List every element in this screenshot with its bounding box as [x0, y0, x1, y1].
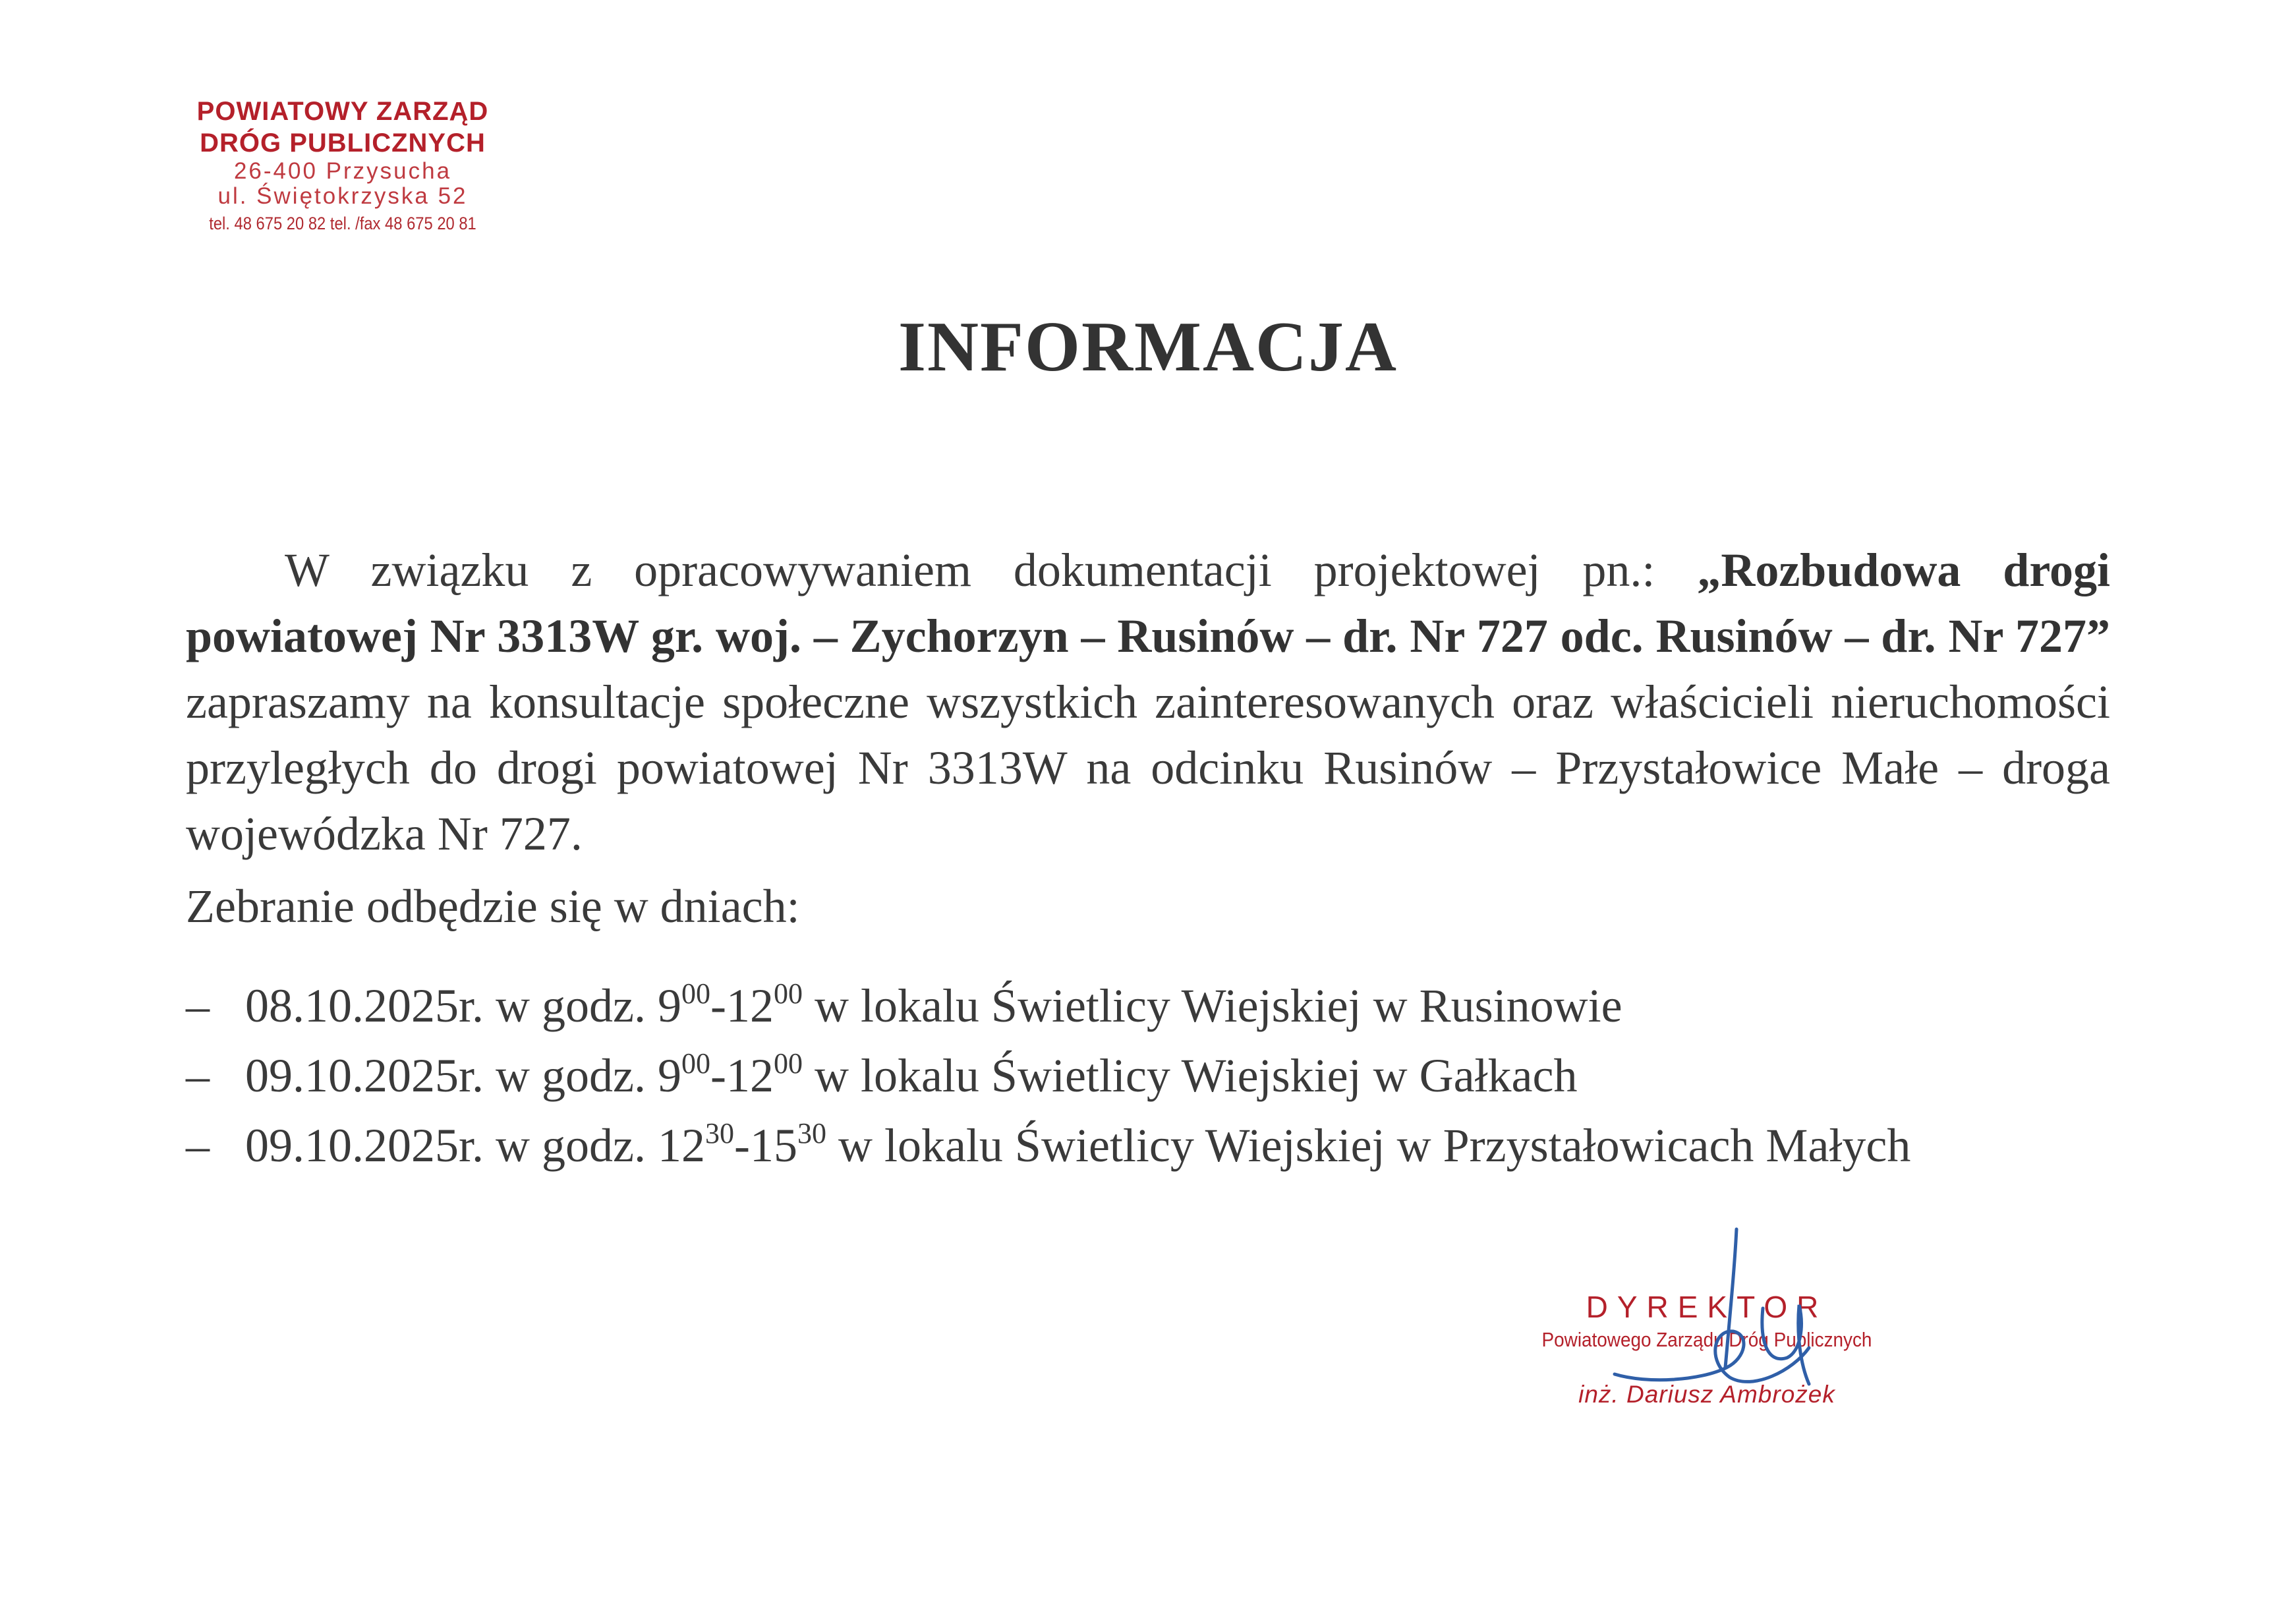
meetings-intro: Zebranie odbędzie się w dniach: — [186, 880, 800, 933]
meeting-date: 09.10.2025r. w godz. 12 — [245, 1119, 705, 1172]
meeting-list — [186, 971, 1910, 1180]
address-city: 26-400 Przysucha — [233, 158, 452, 184]
body-continuation: zapraszamy na konsultacje społeczne wszystkich zainteresowanych oraz właścicieli nieruchomości przyległych do drogi powiatowej Nr 3313W na odcinku Rusinów – Przystałowice Małe – droga wojewódzka Nr 727. — [186, 676, 2110, 860]
meeting-item — [186, 1111, 1910, 1180]
meeting-end-minutes: 00 — [773, 977, 803, 1010]
meeting-start-minutes: 00 — [681, 1047, 710, 1080]
meeting-date: 08.10.2025r. w godz. 9 — [245, 979, 681, 1032]
header-stamp — [132, 96, 554, 238]
meeting-end-minutes: 00 — [773, 1047, 803, 1080]
signature-stroke — [1762, 1305, 1809, 1384]
body-intro: W związku z opracowywaniem dokumentacji projektowej pn.: — [285, 544, 1698, 596]
meeting-end-hour: -15 — [733, 1119, 797, 1172]
list-dash: – — [186, 979, 210, 1032]
phone-fax: tel. 48 675 20 82 tel. /fax 48 675 20 81 — [209, 214, 476, 233]
meeting-date: 09.10.2025r. w godz. 9 — [245, 1049, 681, 1102]
signer-office: Powiatowego Zarządu Dróg Publicznych — [1541, 1328, 1872, 1351]
address-street: ul. Świętokrzyska 52 — [217, 183, 468, 209]
meeting-place: w lokalu Świetlicy Wiejskiej w Przystałowicach Małych — [826, 1119, 1911, 1172]
body-paragraph — [186, 537, 2110, 867]
meeting-start-minutes: 30 — [704, 1117, 734, 1149]
meeting-end-hour: -12 — [710, 1049, 774, 1102]
signer-name: inż. Dariusz Ambrożek — [1578, 1381, 1835, 1408]
list-dash: – — [186, 1119, 210, 1172]
meeting-place: w lokalu Świetlicy Wiejskiej w Gałkach — [802, 1049, 1578, 1102]
org-name-line2: DRÓG PUBLICZNYCH — [200, 129, 486, 158]
meeting-start-minutes: 00 — [681, 977, 710, 1010]
signer-role: DYREKTOR — [1586, 1290, 1828, 1324]
meeting-item — [186, 971, 1910, 1041]
signature-stroke — [1615, 1331, 1809, 1382]
document-title: INFORMACJA — [898, 308, 1398, 386]
list-dash: – — [186, 1049, 210, 1102]
handwritten-signature — [1595, 1216, 1858, 1407]
org-name-line1: POWIATOWY ZARZĄD — [196, 97, 489, 126]
meeting-end-minutes: 30 — [797, 1117, 826, 1149]
meeting-item — [186, 1041, 1910, 1111]
meeting-place: w lokalu Świetlicy Wiejskiej w Rusinowie — [802, 979, 1622, 1032]
project-name: „Rozbudowa drogi powiatowej Nr 3313W gr. woj. – Zychorzyn – Rusinów – dr. Nr 727 odc. Rusinów – dr. Nr 727” — [186, 544, 2111, 662]
signature-stroke — [1725, 1229, 1736, 1368]
meeting-end-hour: -12 — [710, 979, 774, 1032]
